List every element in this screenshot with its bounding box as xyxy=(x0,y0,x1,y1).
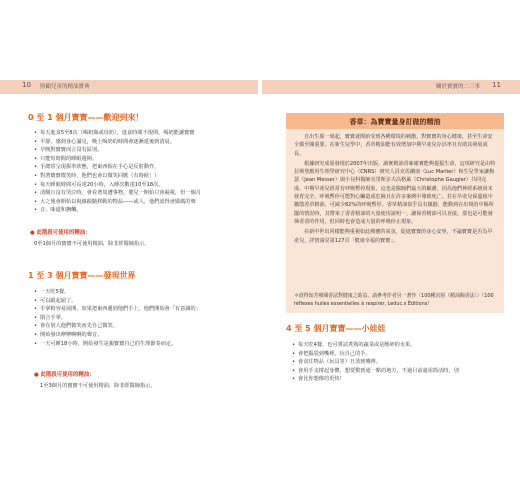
list-item: • 會比你想像的更快！ xyxy=(292,375,506,384)
box-title: 香草：為寶寶量身訂做的精油 xyxy=(349,118,441,126)
bullet-list-0-1 xyxy=(34,129,259,215)
oil-heading-1-3: ● 此階段可使用的精油： xyxy=(34,372,95,378)
right-header-title: 關於寶寶的二三事 xyxy=(436,84,481,90)
list-item: • 會在別人他們微笑而先自己微笑。 xyxy=(34,322,259,331)
list-item: • 手總常呈現握拳狀態，把東西握在手心是反射動作。 xyxy=(34,163,259,172)
list-item: • 早晚對寶寶而言沒有區別。 xyxy=(34,146,259,155)
bullet-list-4-5 xyxy=(292,341,506,384)
list-item: • 每天進食5至8次（喝奶瓶或母奶），進食時間不規則，喝奶能讓寶寶 xyxy=(34,129,259,138)
vanilla-info-box xyxy=(286,113,504,313)
box-paragraph: 自出生那一刻起，寶寶就開始受到各種環境的刺激，對寶寶的身心健康，甚至生命安全都至關重要。在新生兒學中，香草精油能有效增加中期早產兒存活率且有助其發展成長。 xyxy=(294,134,493,157)
list-item: • 會食住物品（玩具等）且放到嘴裡。 xyxy=(292,358,506,367)
list-item: • 閉合手掌。 xyxy=(34,314,259,323)
oil-text-1-3: 1至3個月的寶寶不可使用精油，除非經醫師指示。 xyxy=(40,383,156,389)
list-item: • 可以跟起頭了。 xyxy=(34,297,259,306)
section-title-1-3: 1 至 3 個月寶寶——發現世界 xyxy=(28,271,136,280)
list-item: • 只能短時間的睡眠週期。 xyxy=(34,155,259,164)
right-page-number: 11 xyxy=(492,81,501,89)
list-item: • 會把腦袋到嘴裡，玩自己的手。 xyxy=(292,350,506,359)
box-body xyxy=(294,133,496,247)
list-item: • 手掌較容易展開，如果把東西遞到他們手上，他們開始會「有意識的」 xyxy=(34,305,259,314)
list-item: • 每天睡眠時間可長達20小時，入睡次數達10至18次。 xyxy=(34,181,259,190)
list-item: • 對著寶寶微笑時，他們也會以微笑回應（有時候！） xyxy=(34,172,259,181)
box-paragraph: 根據研究成果發現於2007年出版，讀實精油香味確實能夠提振生命，這項研究是由特拉斯堡應用生理學研究中心（CNRS）研究人員克馬蘭南（Luc Marlier）和生兒學家讓梅瑟（Jean Messer）與小兒科醫師克里斯多夫高格萊（Christophe Gaugler）共同完成。中期早產兒經常有呼吸暫停現象，這也是醫師們最大的顧慮，因為他們神經系統尚未發育完全，呼吸暫停可能對心臟造成危險且在許多案例中導致死亡。若在早產兒保溫箱中擴散香草精油，可減少82%的呼吸暫停。香草精油似乎具有鎮靜，能動到在出境的中樞所擺的情況時，其帶來了香香精油的大量使用說明一，讓保香精油可以直接，那也是可能發揮香香的作用，但同時也會造成大量的呼吸停止現象。 xyxy=(294,160,496,225)
left-header-title: 照顧兒童的精油寶典 xyxy=(40,84,90,90)
list-item: • 每天吃4餐，也可嘗試煮熟的蔬菜或是壓碎的水果。 xyxy=(292,341,506,350)
oil-heading-0-1: ● 此階段可使用的精油： xyxy=(30,230,91,236)
section-title-4-5: 4 至 5 個月寶寶——小娃娃 xyxy=(286,324,386,333)
list-item: • 會用手支撐起身體，想要驚到通一點的地方，不過目前還需抓活時，別 xyxy=(292,367,506,376)
list-item: • 一天吃5餐。 xyxy=(34,288,259,297)
section-title-0-1: 0 至 1 個月寶寶——歡迎到來！ xyxy=(28,113,144,122)
list-item: • 開始發出咿咿啊啊的聲音。 xyxy=(34,331,259,340)
bullet-list-1-3 xyxy=(34,288,259,348)
right-header-band xyxy=(262,80,520,94)
box-footnote: ＊欲得知芳療閱香法對健康之助益，請參考作者另一著作〈100種沉射（精油閱香法）〉（100 réflexes huiles essentielles à respirer, Leduc.s Éditions） xyxy=(294,293,494,307)
list-item: • 清醒且沒有哭泣時，會看著周遭事物，嬰兒一開始只會凝視，但一個月 xyxy=(34,189,259,198)
left-page-number: 10 xyxy=(22,81,31,89)
list-item: • 平靜，感到身心滿足，晚上喝奶的時間會逐漸延後到清晨。 xyxy=(34,138,259,147)
oil-text-0-1: 0至1個月的寶寶不可使用精油，除非經醫師指示。 xyxy=(34,241,150,247)
box-paragraph: 在新中世出同樣能夠重視如此療癒的氣氛，促進寶寶的身心安寧，不論寶寶是否為早產兒，詳情請見第127頁「健康幸福的寶寶」。 xyxy=(294,229,493,244)
list-item: • 音、味道和撫觸。 xyxy=(34,206,259,215)
list-item: • 大之後會開始以視線跟隨移動的物品——或人，他們認得爸媽媽的聲 xyxy=(34,198,259,207)
list-item: • 一天可睡18小時，開始發生是親寶寶自己的生理節奏而定。 xyxy=(34,340,259,349)
left-header-band xyxy=(0,80,258,94)
